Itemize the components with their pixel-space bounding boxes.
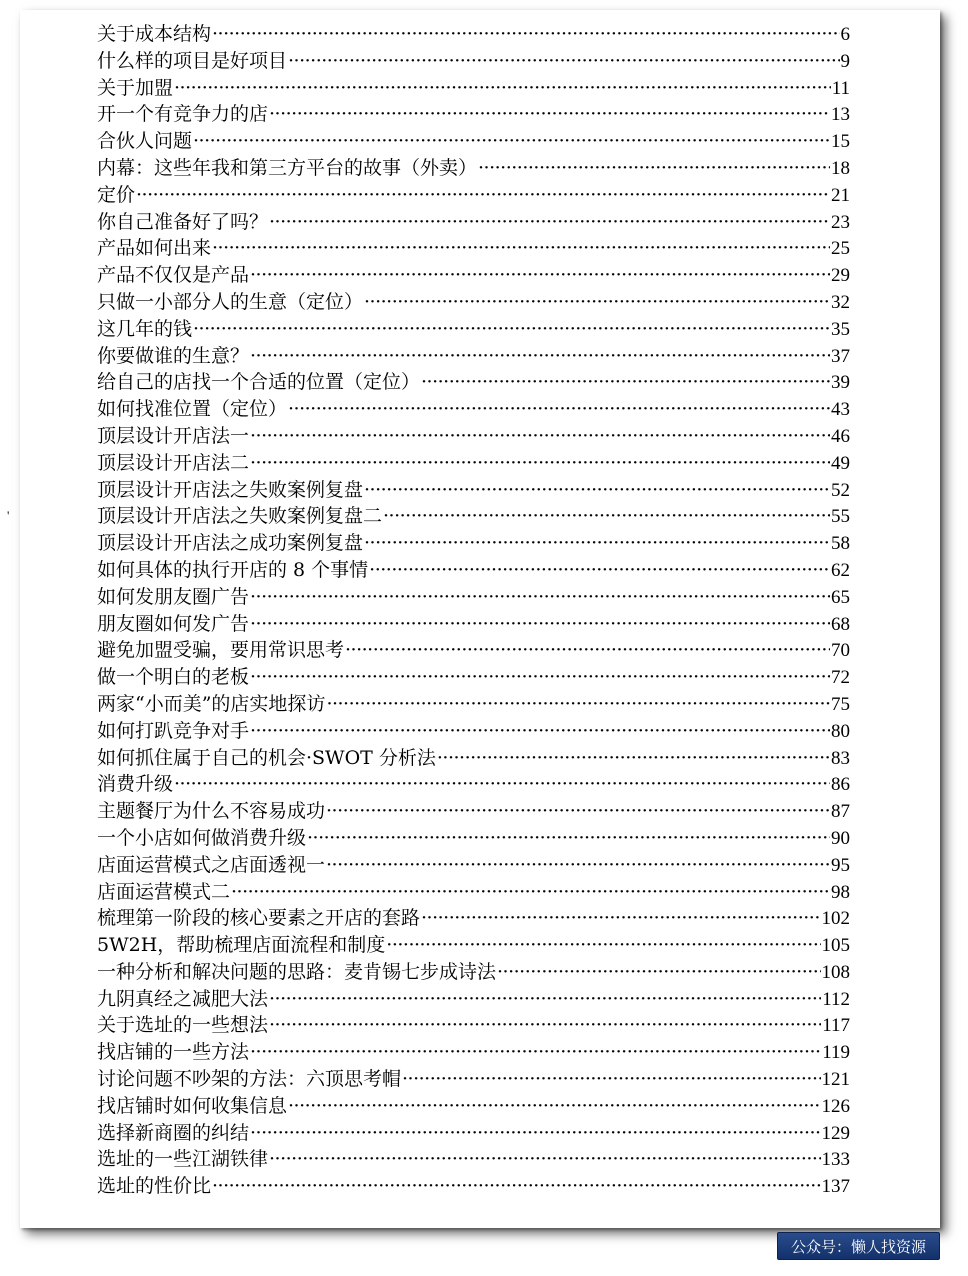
- toc-dot-leader: [193, 128, 830, 155]
- toc-dot-leader: [193, 316, 830, 343]
- toc-dot-leader: [250, 584, 830, 611]
- toc-entry: [97, 423, 850, 450]
- toc-entry: [97, 101, 850, 128]
- toc-entry-title: 顶层设计开店法二: [97, 451, 250, 474]
- toc-entry-page-number: 49: [831, 452, 850, 474]
- toc-entry-page-number: 80: [831, 720, 850, 742]
- toc-entry-page-number: 29: [831, 265, 850, 287]
- toc-entry: [97, 75, 850, 102]
- toc-entry: [97, 450, 850, 477]
- toc-entry-page-number: 119: [822, 1042, 850, 1064]
- toc-entry-page-number: 126: [821, 1095, 850, 1117]
- toc-entry-title: 选址的一些江湖铁律: [97, 1148, 269, 1171]
- toc-entry: [97, 1120, 850, 1147]
- toc-entry: [97, 396, 850, 423]
- toc-entry-title: 两家“小而美”的店实地探访: [97, 692, 326, 715]
- toc-entry: [97, 343, 850, 370]
- toc-dot-leader: [288, 396, 830, 423]
- toc-entry: [97, 21, 850, 48]
- toc-dot-leader: [269, 1146, 820, 1173]
- toc-entry-page-number: 25: [831, 238, 850, 260]
- toc-dot-leader: [386, 932, 820, 959]
- toc-dot-leader: [383, 503, 830, 530]
- toc-entry-title: 你自己准备好了吗？: [97, 210, 269, 233]
- toc-entry-page-number: 52: [831, 479, 850, 501]
- toc-dot-leader: [174, 771, 830, 798]
- toc-entry-page-number: 70: [831, 640, 850, 662]
- toc-entry-page-number: 55: [831, 506, 850, 528]
- toc-entry-title: 九阴真经之减肥大法: [97, 987, 269, 1010]
- toc-entry-page-number: 39: [831, 372, 850, 394]
- toc-entry: [97, 691, 850, 718]
- toc-entry-title: 顶层设计开店法之失败案例复盘二: [97, 505, 383, 528]
- toc-entry-title: 如何打趴竞争对手: [97, 719, 250, 742]
- table-of-contents: [97, 21, 850, 1200]
- toc-entry-title: 做一个明白的老板: [97, 666, 250, 689]
- toc-entry-page-number: 105: [821, 935, 850, 957]
- toc-dot-leader: [269, 209, 830, 236]
- toc-entry-page-number: 95: [831, 854, 850, 876]
- toc-entry-page-number: 62: [831, 559, 850, 581]
- toc-entry-title: 给自己的店找一个合适的位置（定位）: [97, 371, 421, 394]
- toc-entry: [97, 637, 850, 664]
- toc-entry-page-number: 117: [822, 1015, 850, 1037]
- toc-entry-title: 讨论问题不吵架的方法：六顶思考帽: [97, 1068, 402, 1091]
- toc-entry: [97, 209, 850, 236]
- toc-entry: [97, 745, 850, 772]
- toc-dot-leader: [212, 21, 839, 48]
- toc-dot-leader: [269, 986, 821, 1013]
- toc-entry-page-number: 75: [831, 693, 850, 715]
- toc-entry: [97, 1146, 850, 1173]
- toc-entry-page-number: 72: [831, 667, 850, 689]
- toc-entry: [97, 825, 850, 852]
- toc-dot-leader: [288, 48, 839, 75]
- toc-entry-title: 内幕：这些年我和第三方平台的故事（外卖）: [97, 156, 478, 179]
- toc-entry-title: 产品如何出来: [97, 237, 212, 260]
- toc-entry-page-number: 102: [821, 908, 850, 930]
- toc-dot-leader: [269, 101, 830, 128]
- toc-entry-page-number: 35: [831, 318, 850, 340]
- toc-entry-page-number: 68: [831, 613, 850, 635]
- toc-entry-title: 顶层设计开店法之成功案例复盘: [97, 532, 364, 555]
- toc-entry-title: 关于选址的一些想法: [97, 1014, 269, 1037]
- toc-entry-title: 开一个有竞争力的店: [97, 103, 269, 126]
- toc-dot-leader: [369, 557, 830, 584]
- toc-entry-title: 如何抓住属于自己的机会·SWOT 分析法: [97, 746, 436, 769]
- toc-dot-leader: [364, 289, 830, 316]
- toc-entry-page-number: 90: [831, 827, 850, 849]
- toc-entry-title: 关于加盟: [97, 76, 174, 99]
- toc-entry: [97, 262, 850, 289]
- toc-entry-page-number: 23: [831, 211, 850, 233]
- toc-entry-title: 如何具体的执行开店的 8 个事情: [97, 558, 369, 581]
- toc-entry-title: 找店铺时如何收集信息: [97, 1094, 288, 1117]
- toc-entry: [97, 182, 850, 209]
- toc-dot-leader: [402, 1066, 820, 1093]
- toc-entry: [97, 1066, 850, 1093]
- toc-entry-page-number: 21: [831, 184, 850, 206]
- toc-dot-leader: [307, 825, 830, 852]
- toc-dot-leader: [326, 798, 830, 825]
- toc-dot-leader: [250, 718, 830, 745]
- toc-entry: [97, 584, 850, 611]
- toc-dot-leader: [497, 959, 820, 986]
- toc-entry-page-number: 83: [831, 747, 850, 769]
- toc-dot-leader: [364, 530, 830, 557]
- toc-dot-leader: [269, 1012, 821, 1039]
- toc-entry-page-number: 32: [831, 291, 850, 313]
- toc-entry-page-number: 121: [821, 1069, 850, 1091]
- toc-entry: [97, 718, 850, 745]
- toc-entry-title: 一种分析和解决问题的思路：麦肯锡七步成诗法: [97, 960, 497, 983]
- toc-entry-title: 找店铺的一些方法: [97, 1041, 250, 1064]
- toc-entry: [97, 1173, 850, 1200]
- toc-dot-leader: [250, 450, 830, 477]
- toc-dot-leader: [326, 691, 830, 718]
- watermark-badge: 公众号：懒人找资源: [777, 1232, 940, 1260]
- toc-dot-leader: [250, 1039, 821, 1066]
- toc-entry-page-number: 112: [822, 988, 850, 1010]
- toc-entry: [97, 48, 850, 75]
- toc-entry: [97, 530, 850, 557]
- toc-entry-page-number: 43: [831, 399, 850, 421]
- toc-dot-leader: [250, 1120, 820, 1147]
- toc-dot-leader: [250, 343, 830, 370]
- toc-entry: [97, 557, 850, 584]
- toc-entry-page-number: 65: [831, 586, 850, 608]
- toc-dot-leader: [250, 423, 830, 450]
- toc-dot-leader: [421, 369, 830, 396]
- toc-entry-title: 店面运营模式二: [97, 880, 231, 903]
- toc-entry-title: 梳理第一阶段的核心要素之开店的套路: [97, 907, 421, 930]
- toc-dot-leader: [288, 1093, 820, 1120]
- toc-entry-title: 顶层设计开店法一: [97, 424, 250, 447]
- toc-entry-page-number: 9: [840, 50, 850, 72]
- toc-entry-page-number: 13: [831, 104, 850, 126]
- toc-entry-title: 这几年的钱: [97, 317, 193, 340]
- toc-entry: [97, 959, 850, 986]
- toc-entry-title: 合伙人问题: [97, 130, 193, 153]
- toc-dot-leader: [326, 852, 830, 879]
- toc-entry: [97, 771, 850, 798]
- toc-dot-leader: [437, 745, 830, 772]
- toc-dot-leader: [174, 75, 831, 102]
- toc-entry: [97, 477, 850, 504]
- toc-entry: [97, 316, 850, 343]
- margin-mark: ': [7, 508, 10, 523]
- toc-dot-leader: [421, 905, 820, 932]
- toc-entry-title: 避免加盟受骗，要用常识思考: [97, 639, 345, 662]
- toc-entry-title: 店面运营模式之店面透视一: [97, 853, 326, 876]
- toc-entry-page-number: 46: [831, 425, 850, 447]
- toc-entry-title: 5W2H，帮助梳理店面流程和制度: [97, 934, 386, 957]
- toc-dot-leader: [478, 155, 830, 182]
- toc-entry-title: 选址的性价比: [97, 1175, 212, 1198]
- toc-entry-page-number: 87: [831, 801, 850, 823]
- toc-entry-page-number: 108: [821, 961, 850, 983]
- toc-entry-title: 关于成本结构: [97, 23, 212, 45]
- toc-entry-title: 消费升级: [97, 773, 174, 796]
- toc-entry-title: 什么样的项目是好项目: [97, 49, 288, 72]
- toc-entry-page-number: 6: [840, 24, 850, 45]
- document-page: [20, 10, 940, 1228]
- toc-entry-page-number: 15: [831, 131, 850, 153]
- toc-entry-title: 顶层设计开店法之失败案例复盘: [97, 478, 364, 501]
- toc-entry: [97, 503, 850, 530]
- toc-entry-page-number: 137: [821, 1176, 850, 1198]
- toc-entry-page-number: 37: [831, 345, 850, 367]
- toc-entry: [97, 905, 850, 932]
- toc-entry-title: 你要做谁的生意？: [97, 344, 250, 367]
- toc-entry: [97, 369, 850, 396]
- toc-entry: [97, 664, 850, 691]
- toc-dot-leader: [250, 262, 830, 289]
- toc-entry: [97, 986, 850, 1013]
- toc-dot-leader: [212, 1173, 820, 1200]
- toc-entry: [97, 1012, 850, 1039]
- toc-entry: [97, 289, 850, 316]
- toc-entry-title: 产品不仅仅是产品: [97, 264, 250, 287]
- toc-entry: [97, 879, 850, 906]
- toc-dot-leader: [212, 235, 830, 262]
- toc-entry-title: 主题餐厅为什么不容易成功: [97, 800, 326, 823]
- toc-entry-title: 如何找准位置（定位）: [97, 398, 288, 421]
- toc-dot-leader: [250, 611, 830, 638]
- toc-entry: [97, 1093, 850, 1120]
- toc-dot-leader: [345, 637, 830, 664]
- toc-entry-title: 如何发朋友圈广告: [97, 585, 250, 608]
- toc-entry: [97, 932, 850, 959]
- toc-dot-leader: [250, 664, 830, 691]
- toc-entry-page-number: 133: [821, 1149, 850, 1171]
- toc-entry: [97, 155, 850, 182]
- toc-entry-page-number: 98: [831, 881, 850, 903]
- toc-dot-leader: [231, 879, 830, 906]
- toc-entry-page-number: 86: [831, 774, 850, 796]
- toc-entry-title: 只做一小部分人的生意（定位）: [97, 290, 364, 313]
- toc-entry: [97, 235, 850, 262]
- toc-dot-leader: [364, 477, 830, 504]
- toc-entry-page-number: 129: [821, 1122, 850, 1144]
- toc-entry: [97, 1039, 850, 1066]
- toc-entry-page-number: 11: [831, 77, 850, 99]
- toc-entry-page-number: 58: [831, 533, 850, 555]
- toc-dot-leader: [136, 182, 830, 209]
- toc-entry: [97, 852, 850, 879]
- toc-entry-title: 选择新商圈的纠结: [97, 1121, 250, 1144]
- toc-entry: [97, 798, 850, 825]
- toc-entry-title: 一个小店如何做消费升级: [97, 826, 307, 849]
- toc-entry-title: 朋友圈如何发广告: [97, 612, 250, 635]
- toc-entry: [97, 611, 850, 638]
- toc-entry-page-number: 18: [831, 157, 850, 179]
- toc-entry: [97, 128, 850, 155]
- toc-entry-title: 定价: [97, 183, 136, 206]
